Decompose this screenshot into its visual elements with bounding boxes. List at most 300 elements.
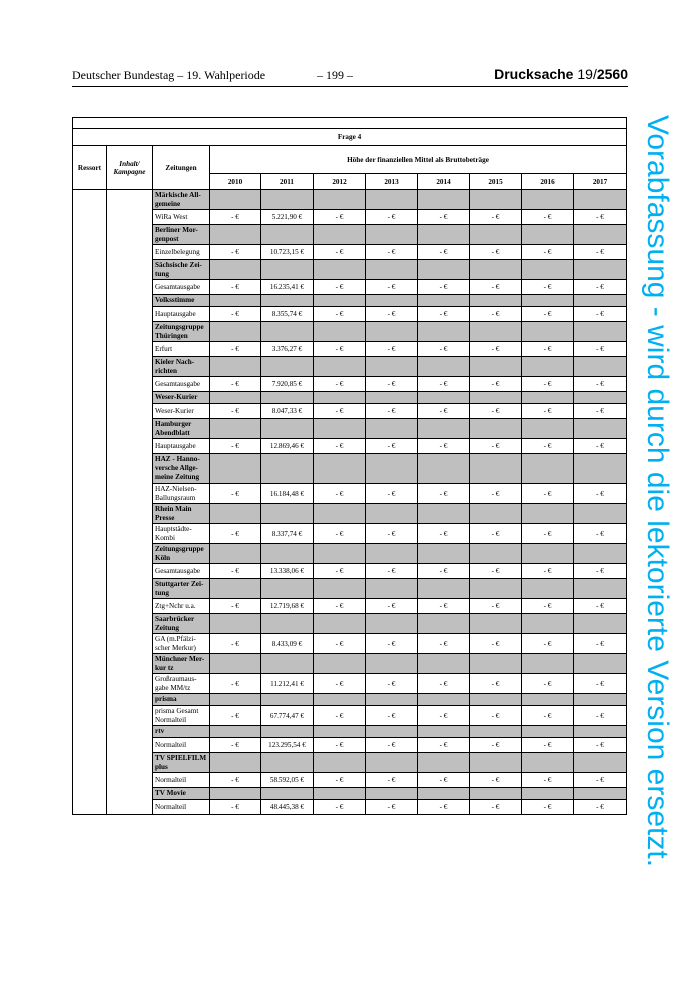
amount-2014: - €: [418, 524, 470, 544]
empty-gray-cell: [522, 454, 574, 484]
amount-2015: - €: [470, 342, 522, 357]
empty-gray-cell: [522, 544, 574, 564]
amount-2010: - €: [210, 342, 261, 357]
empty-gray-cell: [366, 654, 418, 674]
publication-row: [73, 260, 627, 280]
amount-2016: - €: [522, 484, 574, 504]
amount-2014: - €: [418, 706, 470, 726]
amount-2011: 8.047,33 €: [261, 404, 314, 419]
page-header: [72, 68, 628, 87]
amount-2015: - €: [470, 599, 522, 614]
amount-2016: - €: [522, 524, 574, 544]
amount-2016: - €: [522, 706, 574, 726]
empty-gray-cell: [366, 544, 418, 564]
amount-2017: - €: [574, 564, 627, 579]
publication-row: [73, 504, 627, 524]
empty-gray-cell: [261, 788, 314, 800]
amount-2016: - €: [522, 307, 574, 322]
empty-gray-cell: [418, 579, 470, 599]
publication-row: [73, 357, 627, 377]
draft-watermark: [639, 115, 675, 905]
amount-2013: - €: [366, 674, 418, 694]
empty-gray-cell: [366, 788, 418, 800]
amount-2013: - €: [366, 280, 418, 295]
empty-gray-cell: [522, 694, 574, 706]
empty-gray-cell: [574, 260, 627, 280]
empty-gray-cell: [314, 225, 366, 245]
publication-name: prisma: [153, 694, 210, 706]
amount-2014: - €: [418, 674, 470, 694]
amount-2010: - €: [210, 377, 261, 392]
empty-gray-cell: [470, 357, 522, 377]
empty-gray-cell: [210, 694, 261, 706]
empty-gray-cell: [261, 753, 314, 773]
amount-2015: - €: [470, 439, 522, 454]
empty-gray-cell: [522, 392, 574, 404]
amount-2014: - €: [418, 773, 470, 788]
empty-gray-cell: [418, 454, 470, 484]
empty-gray-cell: [574, 322, 627, 342]
amount-2015: - €: [470, 484, 522, 504]
empty-gray-cell: [366, 392, 418, 404]
header-parliament: Deutscher Bundestag – 19. Wahlperiode: [72, 68, 266, 82]
amount-2012: - €: [314, 674, 366, 694]
empty-gray-cell: [418, 504, 470, 524]
empty-gray-cell: [418, 295, 470, 307]
empty-gray-cell: [470, 504, 522, 524]
amount-2016: - €: [522, 342, 574, 357]
col-header-ressort: Ressort: [73, 146, 107, 190]
table-row: [73, 634, 627, 654]
amount-2010: - €: [210, 524, 261, 544]
empty-gray-cell: [261, 392, 314, 404]
empty-gray-cell: [574, 419, 627, 439]
amount-2012: - €: [314, 245, 366, 260]
ressort-cell: [73, 190, 107, 815]
empty-gray-cell: [418, 260, 470, 280]
empty-gray-cell: [366, 260, 418, 280]
empty-gray-cell: [261, 726, 314, 738]
amount-2010: - €: [210, 404, 261, 419]
amount-2012: - €: [314, 524, 366, 544]
amount-2017: - €: [574, 377, 627, 392]
watermark-text: Vorabfassung - wird durch die lektorierte Version ersetzt.: [641, 115, 674, 868]
empty-gray-cell: [522, 295, 574, 307]
empty-gray-cell: [418, 614, 470, 634]
empty-gray-cell: [574, 190, 627, 210]
publication-name: Zeitungsgruppe Thüringen: [153, 322, 210, 342]
empty-gray-cell: [418, 788, 470, 800]
amount-2017: - €: [574, 245, 627, 260]
year-header-2013: 2013: [366, 174, 418, 190]
amount-2017: - €: [574, 634, 627, 654]
empty-gray-cell: [314, 788, 366, 800]
amount-2015: - €: [470, 210, 522, 225]
empty-gray-cell: [522, 225, 574, 245]
empty-gray-cell: [522, 419, 574, 439]
amount-2014: - €: [418, 634, 470, 654]
empty-gray-cell: [314, 726, 366, 738]
amount-2016: - €: [522, 738, 574, 753]
edition-name: Normalteil: [153, 738, 210, 753]
empty-gray-cell: [574, 295, 627, 307]
empty-gray-cell: [210, 295, 261, 307]
amount-2015: - €: [470, 674, 522, 694]
empty-gray-cell: [418, 357, 470, 377]
empty-gray-cell: [574, 726, 627, 738]
publication-name: Sächsische Zei-tung: [153, 260, 210, 280]
amount-2014: - €: [418, 599, 470, 614]
empty-gray-cell: [314, 322, 366, 342]
amount-2013: - €: [366, 404, 418, 419]
empty-gray-cell: [314, 454, 366, 484]
publication-name: Stuttgarter Zei-tung: [153, 579, 210, 599]
empty-gray-cell: [314, 295, 366, 307]
amount-2012: - €: [314, 773, 366, 788]
amount-2014: - €: [418, 245, 470, 260]
empty-gray-cell: [314, 614, 366, 634]
empty-gray-cell: [418, 753, 470, 773]
empty-gray-cell: [418, 392, 470, 404]
year-header-2015: 2015: [470, 174, 522, 190]
publication-name: TV Movie: [153, 788, 210, 800]
amount-2010: - €: [210, 439, 261, 454]
amount-2011: 8.433,09 €: [261, 634, 314, 654]
amount-2015: - €: [470, 307, 522, 322]
publication-row: [73, 295, 627, 307]
empty-gray-cell: [418, 726, 470, 738]
empty-gray-cell: [470, 753, 522, 773]
empty-gray-cell: [470, 260, 522, 280]
empty-gray-cell: [522, 654, 574, 674]
empty-gray-cell: [574, 504, 627, 524]
empty-gray-cell: [261, 260, 314, 280]
empty-gray-cell: [366, 190, 418, 210]
empty-gray-cell: [522, 260, 574, 280]
publication-name: Rhein Main Presse: [153, 504, 210, 524]
amount-2014: - €: [418, 280, 470, 295]
amount-2016: - €: [522, 404, 574, 419]
table-row: [73, 484, 627, 504]
amount-2013: - €: [366, 738, 418, 753]
amount-2013: - €: [366, 634, 418, 654]
amount-2015: - €: [470, 377, 522, 392]
amount-2010: - €: [210, 484, 261, 504]
empty-gray-cell: [314, 419, 366, 439]
table-row: [73, 377, 627, 392]
empty-gray-cell: [210, 454, 261, 484]
amount-2013: - €: [366, 245, 418, 260]
amount-2014: - €: [418, 404, 470, 419]
empty-gray-cell: [470, 654, 522, 674]
empty-gray-cell: [418, 190, 470, 210]
amount-2010: - €: [210, 599, 261, 614]
amount-2017: - €: [574, 800, 627, 815]
empty-gray-cell: [261, 544, 314, 564]
empty-gray-cell: [522, 726, 574, 738]
amount-2012: - €: [314, 404, 366, 419]
empty-gray-cell: [314, 260, 366, 280]
amount-2012: - €: [314, 484, 366, 504]
amount-2013: - €: [366, 800, 418, 815]
amount-2014: - €: [418, 377, 470, 392]
amount-2016: - €: [522, 800, 574, 815]
edition-name: WiRa West: [153, 210, 210, 225]
amount-2017: - €: [574, 404, 627, 419]
question-row: [73, 129, 627, 146]
empty-gray-cell: [574, 753, 627, 773]
amount-2016: - €: [522, 210, 574, 225]
amount-2017: - €: [574, 280, 627, 295]
empty-gray-cell: [314, 544, 366, 564]
amount-2012: - €: [314, 307, 366, 322]
edition-name: Hauptausgabe: [153, 439, 210, 454]
document-number-main: 2560: [596, 66, 628, 82]
amount-2014: - €: [418, 800, 470, 815]
edition-name: Einzelbelegung: [153, 245, 210, 260]
empty-gray-cell: [314, 579, 366, 599]
publication-name: Saarbrücker Zeitung: [153, 614, 210, 634]
edition-name: Erfurt: [153, 342, 210, 357]
amount-2015: - €: [470, 245, 522, 260]
header-row: [73, 146, 627, 174]
empty-gray-cell: [522, 504, 574, 524]
empty-gray-cell: [366, 753, 418, 773]
empty-gray-cell: [470, 225, 522, 245]
empty-gray-cell: [470, 190, 522, 210]
publication-name: Kieler Nach-richten: [153, 357, 210, 377]
amount-2011: 13.338,06 €: [261, 564, 314, 579]
amount-2011: 8.355,74 €: [261, 307, 314, 322]
amount-2016: - €: [522, 439, 574, 454]
empty-gray-cell: [574, 544, 627, 564]
question-title: Frage 4: [73, 129, 627, 146]
publication-row: [73, 544, 627, 564]
empty-gray-cell: [210, 788, 261, 800]
empty-gray-cell: [470, 788, 522, 800]
empty-gray-cell: [261, 454, 314, 484]
amount-2017: - €: [574, 439, 627, 454]
empty-gray-cell: [574, 225, 627, 245]
year-header-2016: 2016: [522, 174, 574, 190]
document-number-prefix: 19/: [577, 66, 597, 82]
amount-2016: - €: [522, 564, 574, 579]
year-header-2012: 2012: [314, 174, 366, 190]
table-row: [73, 307, 627, 322]
empty-gray-cell: [366, 694, 418, 706]
empty-gray-cell: [261, 322, 314, 342]
publication-row: [73, 225, 627, 245]
amount-2013: - €: [366, 599, 418, 614]
empty-gray-cell: [210, 726, 261, 738]
publication-row: [73, 579, 627, 599]
amount-2012: - €: [314, 377, 366, 392]
amount-2017: - €: [574, 738, 627, 753]
edition-name: Hauptstädte-Kombi: [153, 524, 210, 544]
publication-row: [73, 322, 627, 342]
amount-2011: 16.235,41 €: [261, 280, 314, 295]
edition-name: Weser-Kurier: [153, 404, 210, 419]
empty-gray-cell: [522, 614, 574, 634]
amount-2014: - €: [418, 738, 470, 753]
empty-gray-cell: [522, 190, 574, 210]
empty-gray-cell: [210, 322, 261, 342]
publication-name: Märkische All-gemeine: [153, 190, 210, 210]
table-row: [73, 245, 627, 260]
empty-gray-cell: [210, 614, 261, 634]
edition-name: Normalteil: [153, 800, 210, 815]
empty-gray-cell: [261, 419, 314, 439]
table-row: [73, 738, 627, 753]
empty-gray-cell: [366, 295, 418, 307]
amount-2010: - €: [210, 674, 261, 694]
empty-gray-cell: [261, 190, 314, 210]
amount-2011: 67.774,47 €: [261, 706, 314, 726]
empty-gray-cell: [261, 504, 314, 524]
table-row: [73, 773, 627, 788]
amount-2011: 10.723,15 €: [261, 245, 314, 260]
table-row: [73, 564, 627, 579]
edition-name: HAZ-Nielsen-Ballungsraum: [153, 484, 210, 504]
empty-gray-cell: [522, 753, 574, 773]
amount-2016: - €: [522, 634, 574, 654]
empty-gray-cell: [261, 614, 314, 634]
amount-2010: - €: [210, 210, 261, 225]
amount-2011: 123.295,54 €: [261, 738, 314, 753]
empty-gray-cell: [210, 544, 261, 564]
amount-2015: - €: [470, 800, 522, 815]
empty-gray-cell: [366, 357, 418, 377]
empty-gray-cell: [522, 357, 574, 377]
publication-name: Münchner Mer-kur tz: [153, 654, 210, 674]
publication-row: [73, 726, 627, 738]
publication-name: Volksstimme: [153, 295, 210, 307]
amount-2013: - €: [366, 377, 418, 392]
publication-row: [73, 614, 627, 634]
amount-2015: - €: [470, 634, 522, 654]
amount-2010: - €: [210, 245, 261, 260]
edition-name: Gesamtausgabe: [153, 280, 210, 295]
amount-2017: - €: [574, 706, 627, 726]
edition-name: Normalteil: [153, 773, 210, 788]
publication-row: [73, 753, 627, 773]
empty-gray-cell: [366, 579, 418, 599]
amount-2012: - €: [314, 706, 366, 726]
edition-name: prisma Gesamt Normalteil: [153, 706, 210, 726]
amount-2015: - €: [470, 404, 522, 419]
amount-2010: - €: [210, 706, 261, 726]
amount-2017: - €: [574, 307, 627, 322]
empty-gray-cell: [470, 726, 522, 738]
amount-2014: - €: [418, 564, 470, 579]
empty-gray-cell: [314, 190, 366, 210]
amount-2017: - €: [574, 599, 627, 614]
publication-name: Hamburger Abendblatt: [153, 419, 210, 439]
amount-2011: 5.221,90 €: [261, 210, 314, 225]
empty-gray-cell: [366, 504, 418, 524]
empty-gray-cell: [210, 260, 261, 280]
publication-row: [73, 454, 627, 484]
edition-name: Gesamtausgabe: [153, 377, 210, 392]
empty-gray-cell: [314, 654, 366, 674]
edition-name: GA (m.Pfälzi-scher Merkur): [153, 634, 210, 654]
amount-2013: - €: [366, 706, 418, 726]
amount-2013: - €: [366, 307, 418, 322]
table-row: [73, 280, 627, 295]
amount-2012: - €: [314, 738, 366, 753]
edition-name: Ztg+Nchr u.a.: [153, 599, 210, 614]
amount-2013: - €: [366, 524, 418, 544]
amount-2015: - €: [470, 706, 522, 726]
empty-gray-cell: [470, 694, 522, 706]
empty-gray-cell: [261, 694, 314, 706]
amount-2012: - €: [314, 342, 366, 357]
amount-2015: - €: [470, 773, 522, 788]
amount-2014: - €: [418, 439, 470, 454]
table-row: [73, 342, 627, 357]
empty-gray-cell: [366, 454, 418, 484]
empty-gray-cell: [210, 392, 261, 404]
empty-gray-cell: [210, 419, 261, 439]
empty-gray-cell: [574, 694, 627, 706]
empty-gray-cell: [261, 357, 314, 377]
edition-name: Großraumaus-gabe MM/tz: [153, 674, 210, 694]
amount-2013: - €: [366, 484, 418, 504]
empty-gray-cell: [210, 753, 261, 773]
empty-gray-cell: [366, 225, 418, 245]
amount-2015: - €: [470, 280, 522, 295]
amount-2011: 11.212,41 €: [261, 674, 314, 694]
document-label: Drucksache: [494, 66, 574, 82]
amount-2011: 3.376,27 €: [261, 342, 314, 357]
funding-table: [72, 117, 627, 815]
empty-gray-cell: [470, 579, 522, 599]
table-row: [73, 404, 627, 419]
publication-row: [73, 788, 627, 800]
empty-gray-cell: [470, 295, 522, 307]
amount-2016: - €: [522, 245, 574, 260]
empty-gray-cell: [470, 322, 522, 342]
empty-gray-cell: [366, 726, 418, 738]
col-header-amount: Höhe der finanziellen Mittel als Bruttobeträge: [210, 146, 627, 174]
inhalt-cell: [107, 190, 153, 815]
amount-2017: - €: [574, 210, 627, 225]
amount-2016: - €: [522, 377, 574, 392]
year-header-2011: 2011: [261, 174, 314, 190]
empty-gray-cell: [210, 357, 261, 377]
amount-2011: 12.869,46 €: [261, 439, 314, 454]
amount-2010: - €: [210, 280, 261, 295]
empty-gray-cell: [470, 392, 522, 404]
empty-gray-cell: [314, 392, 366, 404]
amount-2011: 16.184,48 €: [261, 484, 314, 504]
amount-2016: - €: [522, 280, 574, 295]
amount-2010: - €: [210, 773, 261, 788]
empty-gray-cell: [314, 694, 366, 706]
table-row: [73, 524, 627, 544]
empty-gray-cell: [261, 225, 314, 245]
amount-2010: - €: [210, 564, 261, 579]
col-header-inhalt: Inhalt/ Kampagne: [107, 146, 153, 190]
empty-gray-cell: [210, 579, 261, 599]
amount-2011: 8.337,74 €: [261, 524, 314, 544]
empty-gray-cell: [314, 504, 366, 524]
empty-gray-cell: [418, 654, 470, 674]
year-header-2014: 2014: [418, 174, 470, 190]
amount-2011: 48.445,38 €: [261, 800, 314, 815]
empty-gray-cell: [366, 322, 418, 342]
publication-name: rtv: [153, 726, 210, 738]
